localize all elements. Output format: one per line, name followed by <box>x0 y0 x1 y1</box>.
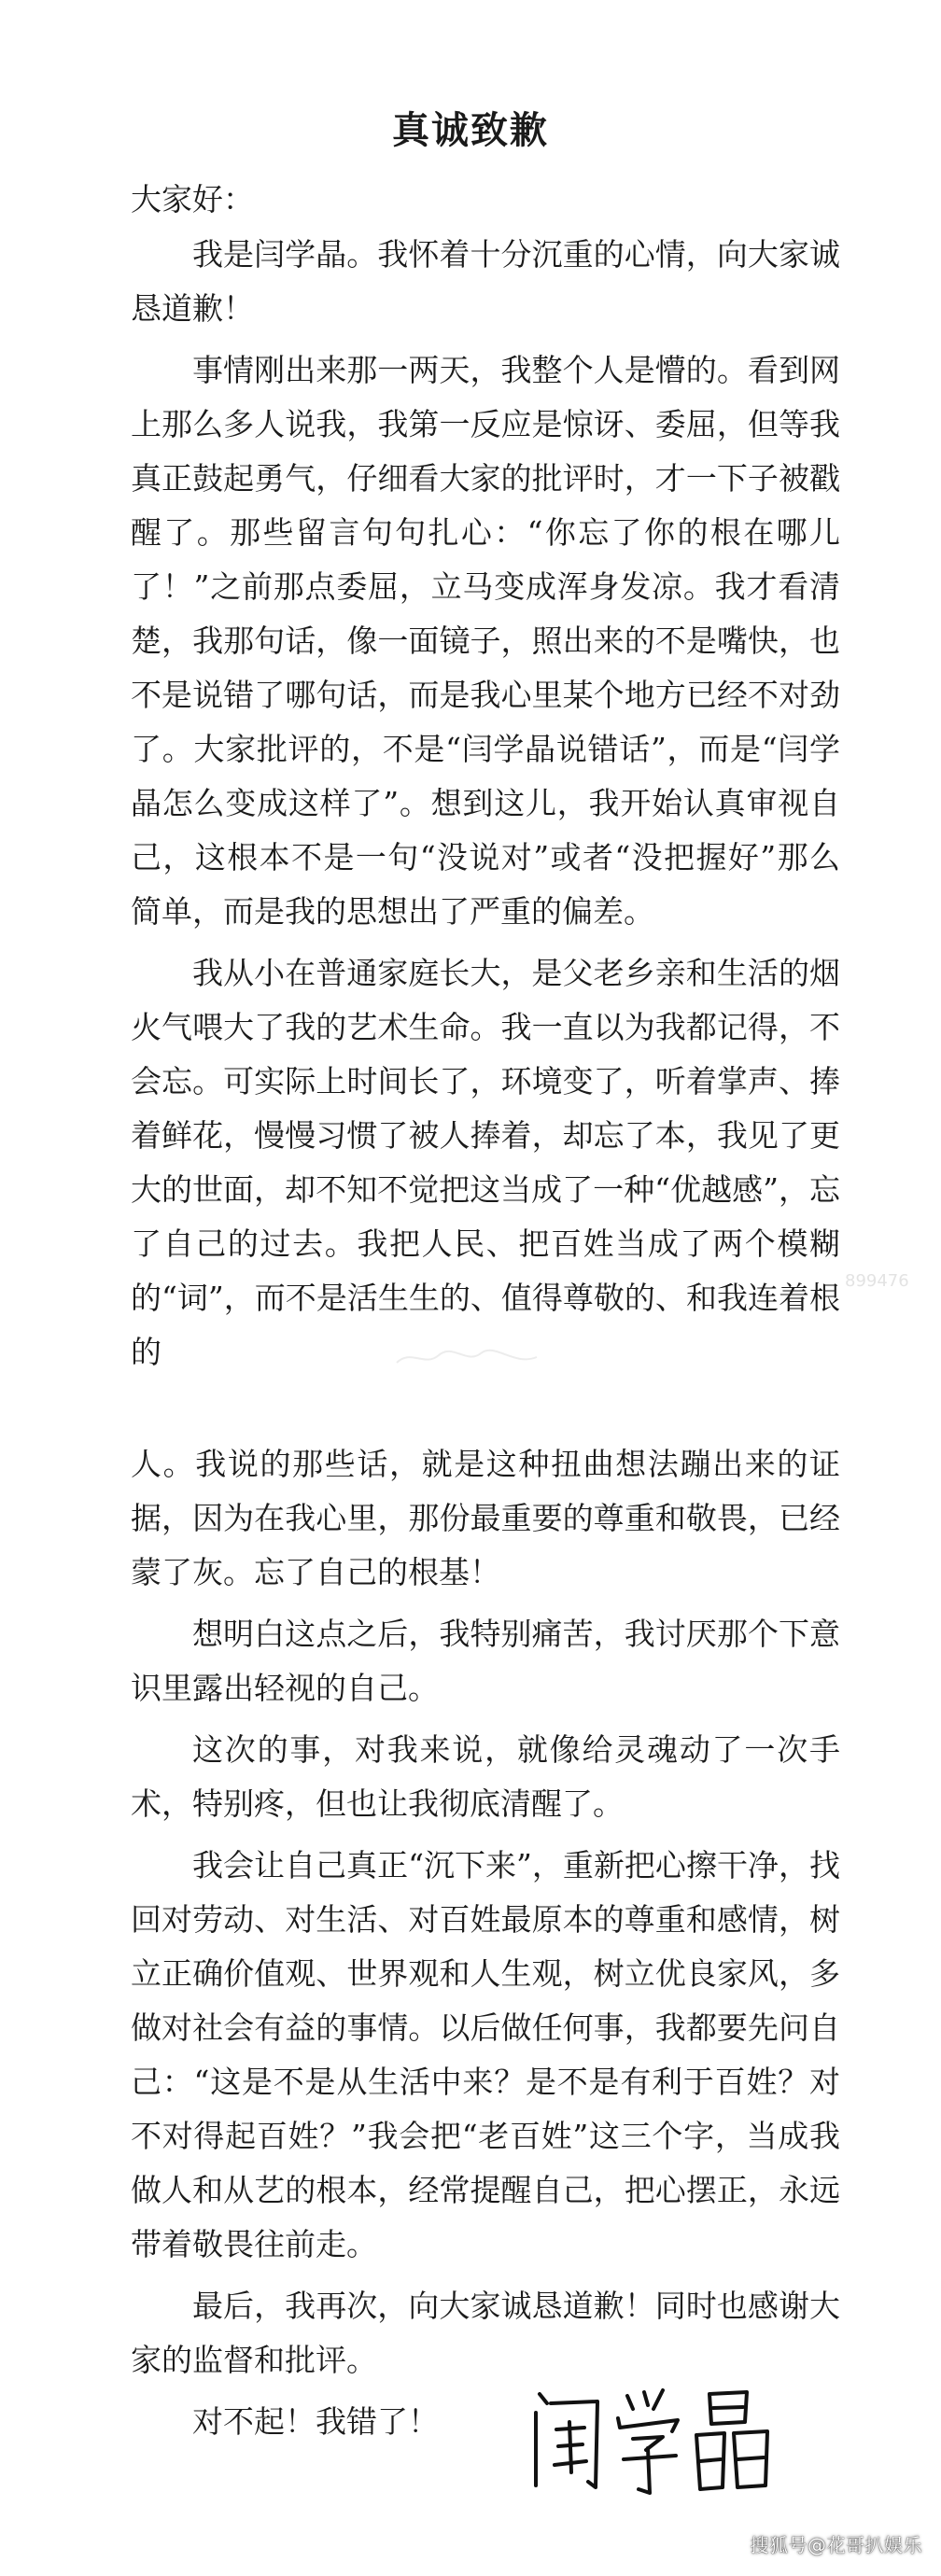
salutation: 大家好： <box>131 181 254 217</box>
paragraph: 我会让自己真正“沉下来”，重新把心擦干净，找回对劳动、对生活、对百姓最原本的尊重和感情，树立正确价值观、世界观和人生观，树立优良家风，多做对社会有益的事情。以后做任何事，我都要先问自己：“这是不是从生活中来？是不是有利于百姓？对不对得起百姓？”我会把“老百姓”这三个字，当成我做人和从艺的根本，经常提醒自己，把心摆正，永远带着敬畏往前走。 <box>131 1847 840 2262</box>
paragraph: 我是闫学晶。我怀着十分沉重的心情，向大家诚恳道歉！ <box>131 236 840 327</box>
paragraph: 这次的事，对我来说，就像给灵魂动了一次手术，特别疼，但也让我彻底清醒了。 <box>131 1731 840 1822</box>
paragraph: 事情刚出来那一两天，我整个人是懵的。看到网上那么多人说我，我第一反应是惊讶、委屈，但等我真正鼓起勇气，仔细看大家的批评时，才一下子被戳醒了。那些留言句句扎心：“你忘了你的根在哪儿了！”之前那点委屈，立马变成浑身发凉。我才看清楚，我那句话，像一面镜子，照出来的不是嘴快，也不是说错了哪句话，而是我心里某个地方已经不对劲了。大家批评的，不是“闫学晶说错话”，而是“闫学晶怎么变成这样了”。想到这儿，我开始认真审视自己，这根本不是一句“没说对”或者“没把握好”那么简单，而是我的思想出了严重的偏差。 <box>131 352 840 930</box>
faint-watermark-number: 899476 <box>845 1271 909 1291</box>
paragraph: 对不起！我错了！ <box>192 2403 439 2440</box>
faint-watermark-mark <box>392 1344 541 1372</box>
letter-body-part1 <box>131 228 840 1387</box>
source-watermark: 搜狐号@花哥扒娱乐 <box>750 2534 922 2556</box>
letter-title: 真诚致歉 <box>392 108 549 152</box>
paragraph: 想明白这点之后，我特别痛苦，我讨厌那个下意识里露出轻视的自己。 <box>131 1616 840 1706</box>
letter-body-part2 <box>131 1437 840 2457</box>
handwritten-signature <box>523 2375 784 2506</box>
paragraph: 最后，我再次，向大家诚恳道歉！同时也感谢大家的监督和批评。 <box>131 2288 840 2378</box>
paragraph-continuation: 人。我说的那些话，就是这种扭曲想法蹦出来的证据，因为在我心里，那份最重要的尊重和敬畏，已经蒙了灰。忘了自己的根基！ <box>131 1446 840 1590</box>
paragraph: 我从小在普通家庭长大，是父老乡亲和生活的烟火气喂大了我的艺术生命。我一直以为我都记得，不会忘。可实际上时间长了，环境变了，听着掌声、捧着鲜花，慢慢习惯了被人捧着，却忘了本，我见了更大的世面，却不知不觉把这当成了一种“优越感”，忘了自己的过去。我把人民、把百姓当成了两个模糊的“词”，而不是活生生的、值得尊敬的、和我连着根的 <box>131 955 840 1370</box>
